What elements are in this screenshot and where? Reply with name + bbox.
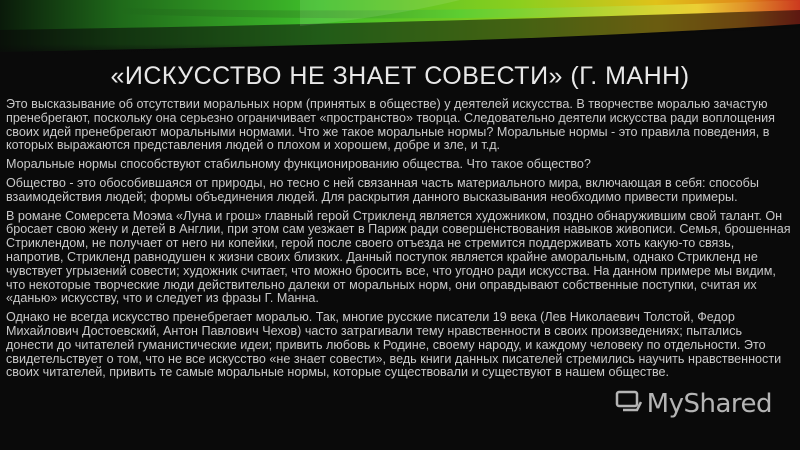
myshared-watermark bbox=[615, 388, 772, 421]
paragraph-3: Общество - это обособившаяся от природы, но тесно с ней связанная часть материального мира, включающая в себя: способы взаимодействия людей; формы объединения людей. Для раскрытия данного высказывания необходимо привести примеры. bbox=[6, 175, 759, 204]
decorative-banner bbox=[0, 0, 800, 60]
banner-gradient-graphic bbox=[0, 0, 800, 60]
slide-body bbox=[6, 98, 792, 385]
watermark-text: MyShared bbox=[646, 389, 772, 419]
paragraph-1: Это высказывание об отсутствии моральных норм (принятых в обществе) у деятелей искусства. В творчестве моралью зачастую пренебрегают, поскольку она серьезно ограничивает «пространство» творца. Следовательно деятели искусства ради воплощения своих идей пренебрегают моральными нормами. Что же такое моральные нормы? Моральные нормы - это правила поведения, в которых выражаются представления людей о плохом и хорошем, добре и зле, и т.д. bbox=[6, 97, 775, 153]
myshared-logo-icon bbox=[615, 388, 645, 421]
paragraph-4: В романе Сомерсета Моэма «Луна и грош» главный герой Стрикленд является художником, поздно обнаружившим свой талант. Он бросает свою жену и детей в Англии, при этом сам уезжает в Париж ради совершенствования навыков живописи. Семья, брошенная Стриклендом, не получает от него ни копейки, герой после своего отъезда не стремится поддерживать хоть какую-то связь, напротив, Стрикленд равнодушен к жизни своих близких. Данный поступок является крайне аморальным, однако Стрикленд не чувствует угрызений совести; художник считает, что можно бросить все, что угодно ради искусства. На данном примере мы видим, что некоторые творческие люди действительно далеки от моральных норм, они оправдывают собственные поступки, считая их «данью» искусству, что и следует из фразы Г. Манна. bbox=[6, 208, 791, 306]
slide-title: «ИСКУССТВО НЕ ЗНАЕТ СОВЕСТИ» (Г. МАНН) bbox=[110, 62, 690, 90]
paragraph-2: Моральные нормы способствуют стабильному функционированию общества. Что такое общество? bbox=[6, 157, 591, 172]
paragraph-5: Однако не всегда искусство пренебрегает моралью. Так, многие русские писатели 19 века (Лев Николаевич Толстой, Федор Михайлович Достоевский, Антон Павлович Чехов) часто затрагивали тему нравственности в своих произведениях; пытались донести до читателей гуманистические идеи; привить любовь к Родине, своему народу, и каждому человеку по отдельности. Это свидетельствует о том, что не все искусство «не знает совести», ведь книги данных писателей стремились научить нравственности своих читателей, привить те самые моральные нормы, которые существовали и существуют в нашем обществе. bbox=[6, 310, 782, 380]
